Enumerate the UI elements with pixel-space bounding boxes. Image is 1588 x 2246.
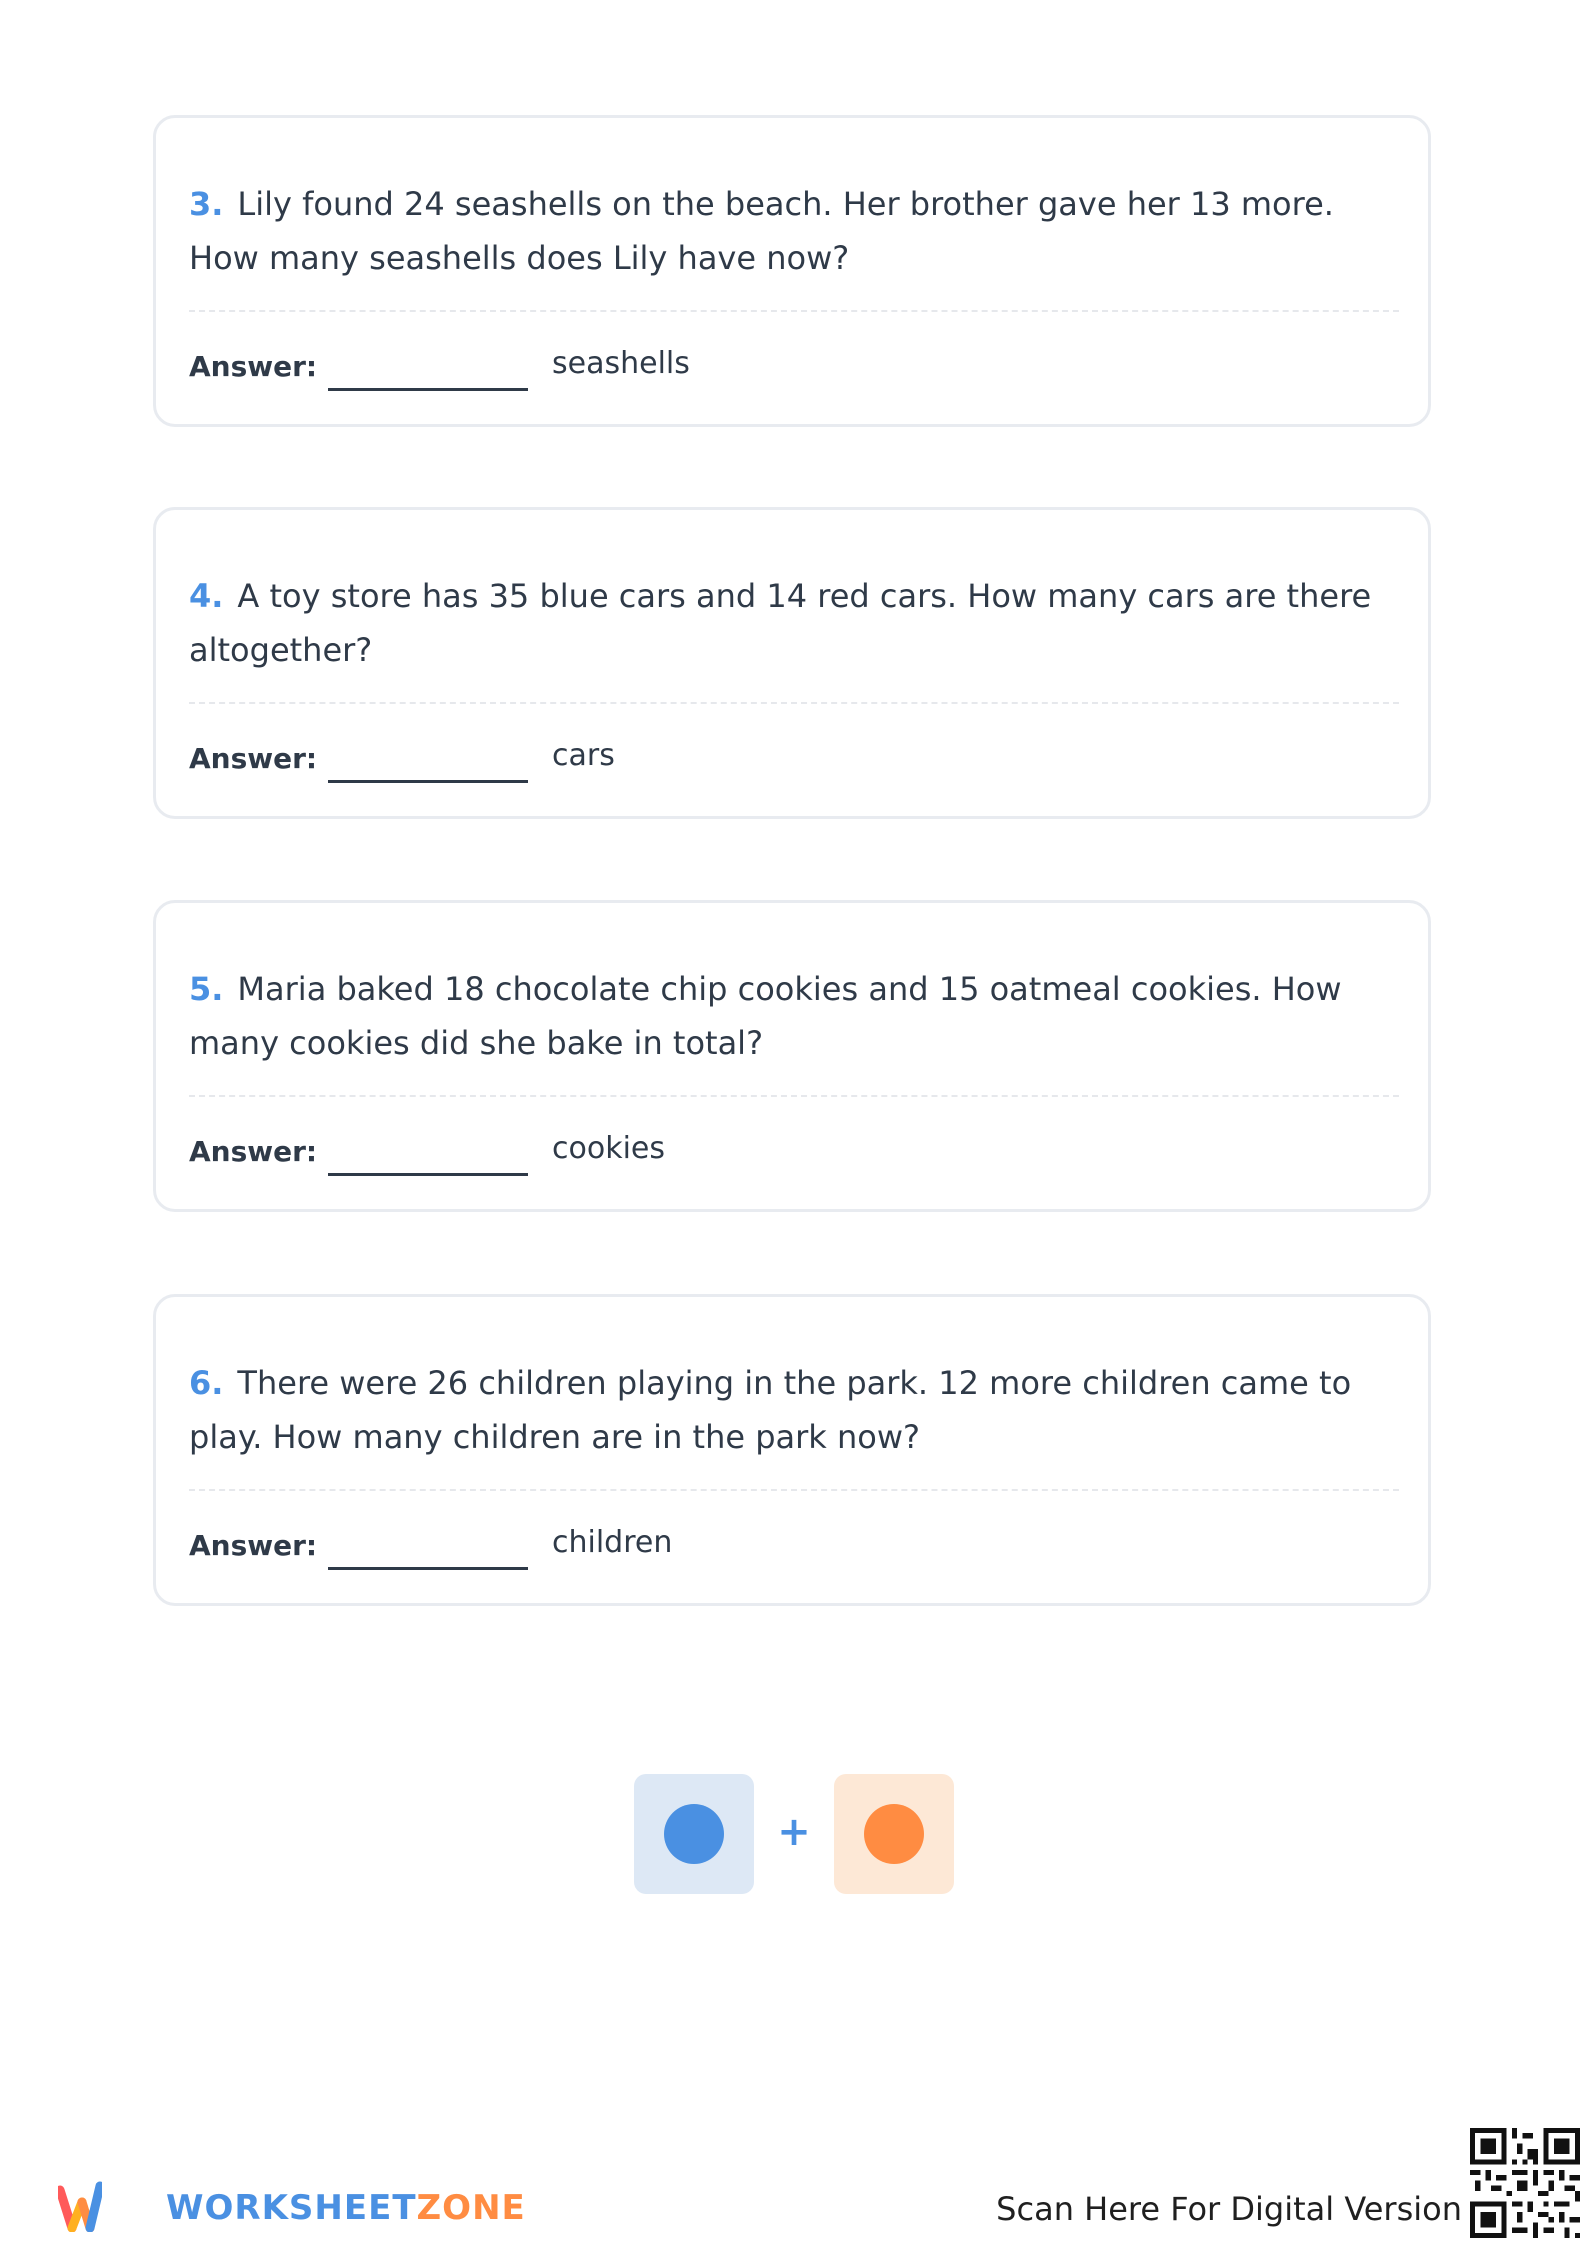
answer-label: Answer:	[189, 742, 318, 775]
question-number: 4.	[189, 577, 224, 615]
answer-blank[interactable]	[328, 1567, 528, 1570]
answer-unit: seashells	[552, 346, 690, 381]
answer-label: Answer:	[189, 1135, 318, 1168]
question-body: Lily found 24 seashells on the beach. Her brother gave her 13 more. How many seashells does Lily have now?	[189, 185, 1334, 277]
logo-wordmark	[166, 2188, 526, 2228]
scan-instruction: Scan Here For Digital Version	[996, 2190, 1462, 2228]
orange-dot-icon	[864, 1804, 924, 1864]
divider	[189, 310, 1399, 312]
divider	[189, 702, 1399, 704]
question-body: A toy store has 35 blue cars and 14 red cars. How many cars are there altogether?	[189, 577, 1372, 669]
question-text	[189, 1356, 1399, 1464]
answer-unit: cars	[552, 738, 615, 773]
logo-worksheet-text: WORKSHEET	[166, 2188, 417, 2228]
question-number: 5.	[189, 970, 224, 1008]
question-card	[153, 115, 1431, 427]
divider	[189, 1095, 1399, 1097]
question-text	[189, 962, 1399, 1070]
answer-blank[interactable]	[328, 388, 528, 391]
question-number: 6.	[189, 1364, 224, 1402]
plus-sign: +	[777, 1809, 811, 1855]
answer-blank[interactable]	[328, 780, 528, 783]
answer-unit: children	[552, 1525, 673, 1560]
question-card	[153, 507, 1431, 819]
orange-dot-box	[834, 1774, 954, 1894]
blue-dot-box	[634, 1774, 754, 1894]
logo-zone-text: ZONE	[416, 2188, 526, 2228]
answer-unit: cookies	[552, 1131, 665, 1166]
answer-label: Answer:	[189, 1529, 318, 1562]
divider	[189, 1489, 1399, 1491]
question-number: 3.	[189, 185, 224, 223]
answer-blank[interactable]	[328, 1173, 528, 1176]
question-text	[189, 177, 1399, 285]
question-card	[153, 900, 1431, 1212]
qr-code-icon[interactable]	[1470, 2128, 1580, 2238]
question-body: There were 26 children playing in the park. 12 more children came to play. How many children are in the park now?	[189, 1364, 1352, 1456]
question-card	[153, 1294, 1431, 1606]
answer-label: Answer:	[189, 350, 318, 383]
blue-dot-icon	[664, 1804, 724, 1864]
logo-w-icon	[58, 2180, 102, 2232]
question-body: Maria baked 18 chocolate chip cookies and 15 oatmeal cookies. How many cookies did she bake in total?	[189, 970, 1342, 1062]
question-text	[189, 569, 1399, 677]
addition-illustration	[634, 1774, 954, 1894]
